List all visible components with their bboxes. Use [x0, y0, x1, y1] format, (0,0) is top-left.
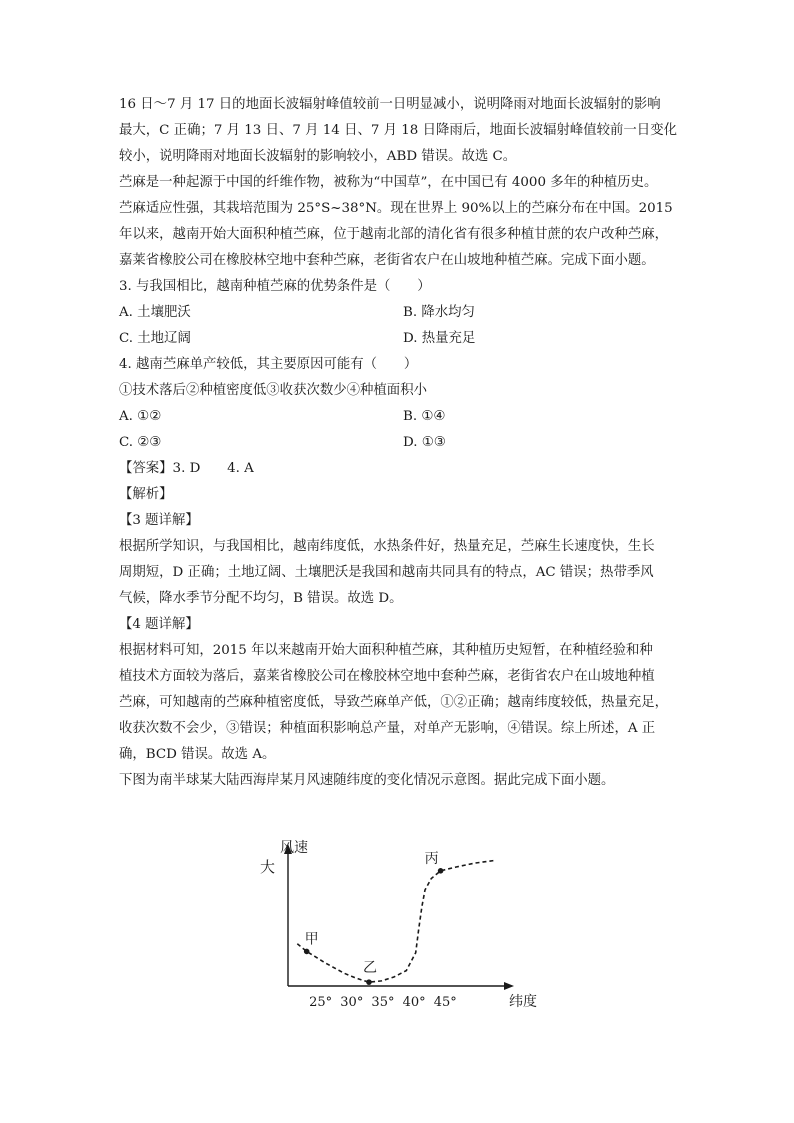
- question-4-stem: ①技术落后②种植密度低③收获次数少④种植面积小: [119, 383, 427, 398]
- answer-line: 【答案】3. D 4. A: [119, 461, 254, 476]
- point-marker: [366, 979, 372, 985]
- text-line: 根据所学知识，与我国相比，越南纬度低，水热条件好，热量充足，苎麻生长速度快，生长: [119, 539, 655, 554]
- y-axis-label: 风速: [280, 840, 308, 856]
- text-line: 16 日～7 月 17 日的地面长波辐射峰值较前一日明显减小，说明降雨对地面长波辐射的影响: [119, 97, 661, 112]
- text-line: 最大，C 正确；7 月 13 日、7 月 14 日、7 月 18 日降雨后，地面长波辐射峰值较前一日变化: [119, 123, 677, 138]
- question-3: 3. 与我国相比，越南种植苎麻的优势条件是（ ）: [119, 279, 431, 294]
- chart-svg: [250, 836, 550, 1016]
- x-axis-arrow: [504, 982, 514, 990]
- text-line: 苎麻适应性强，其栽培范围为 25°S~38°N。现在世界上 90%以上的苎麻分布在中国。2015: [119, 201, 673, 216]
- option-d: D. 热量充足: [403, 331, 476, 346]
- text-line: 嘉莱省橡胶公司在橡胶林空地中套种苎麻，老街省农户在山坡地种植苎麻。完成下面小题。: [119, 253, 655, 268]
- point-label: 甲: [304, 931, 319, 948]
- x-tick-label: 30°: [340, 995, 364, 1010]
- text-line: 收获次数不会少，③错误；种植面积影响总产量，对单产无影响，④错误。综上所述，A 正: [119, 721, 656, 736]
- question-4-options: [119, 404, 689, 430]
- chart-intro: 下图为南半球某大陆西海岸某月风速随纬度的变化情况示意图。据此完成下面小题。: [119, 773, 615, 788]
- text-line: 年以来，越南开始大面积种植苎麻，位于越南北部的清化省有很多种植甘蔗的农户改种苎麻，: [119, 227, 669, 242]
- text-line: 植技术方面较为落后，嘉莱省橡胶公司在橡胶林空地中套种苎麻，老街省农户在山坡地种植: [119, 669, 655, 684]
- option-d: D. ①③: [403, 435, 446, 450]
- x-ticks: [309, 995, 457, 1010]
- text-line: 较小，说明降雨对地面长波辐射的影响较小，ABD 错误。故选 C。: [119, 149, 517, 164]
- x-tick-label: 45°: [433, 995, 457, 1010]
- x-tick-label: 35°: [371, 995, 395, 1010]
- text-line: 苎麻，可知越南的苎麻种植密度低，导致苎麻单产低，①②正确；越南纬度较低，热量充足，: [119, 695, 669, 710]
- wind-speed-chart: [250, 836, 550, 1016]
- x-tick-label: 25°: [309, 995, 333, 1010]
- detail-3-heading: 【3 题详解】: [119, 513, 199, 528]
- question-4-options: [119, 430, 689, 456]
- detail-4-heading: 【4 题详解】: [119, 617, 199, 632]
- question-4: 4. 越南苎麻单产较低，其主要原因可能有（ ）: [119, 357, 418, 372]
- point-label: 乙: [362, 960, 377, 977]
- y-axis-top-label: 大: [260, 858, 276, 876]
- option-c: C. ②③: [119, 435, 162, 450]
- option-a: A. ①②: [119, 409, 162, 424]
- chart-points: [304, 851, 444, 985]
- point-marker: [304, 949, 310, 955]
- option-b: B. ①④: [403, 409, 446, 424]
- document-body: [119, 92, 689, 794]
- text-line: 周期短，D 正确；土地辽阔、土壤肥沃是我国和越南共同具有的特点，AC 错误；热带季风: [119, 565, 654, 580]
- text-line: 根据材料可知，2015 年以来越南开始大面积种植苎麻，其种植历史短暂，在种植经验和种: [119, 643, 653, 658]
- option-b: B. 降水均匀: [403, 305, 475, 320]
- text-line: 苎麻是一种起源于中国的纤维作物，被称为“中国草”，在中国已有 4000 多年的种植历史。: [119, 175, 658, 190]
- question-3-options: [119, 326, 689, 352]
- point-label: 丙: [424, 850, 439, 867]
- text-line: 确，BCD 错误。故选 A。: [119, 747, 276, 762]
- question-3-options: [119, 300, 689, 326]
- option-c: C. 土地辽阔: [119, 331, 191, 346]
- option-a: A. 土壤肥沃: [119, 305, 191, 320]
- point-marker: [438, 868, 444, 874]
- wind-speed-line: [297, 861, 493, 983]
- analysis-heading: 【解析】: [119, 487, 173, 502]
- text-line: 气候，降水季节分配不均匀，B 错误。故选 D。: [119, 591, 403, 606]
- x-tick-label: 40°: [402, 995, 426, 1010]
- x-axis-label: 纬度: [509, 994, 537, 1010]
